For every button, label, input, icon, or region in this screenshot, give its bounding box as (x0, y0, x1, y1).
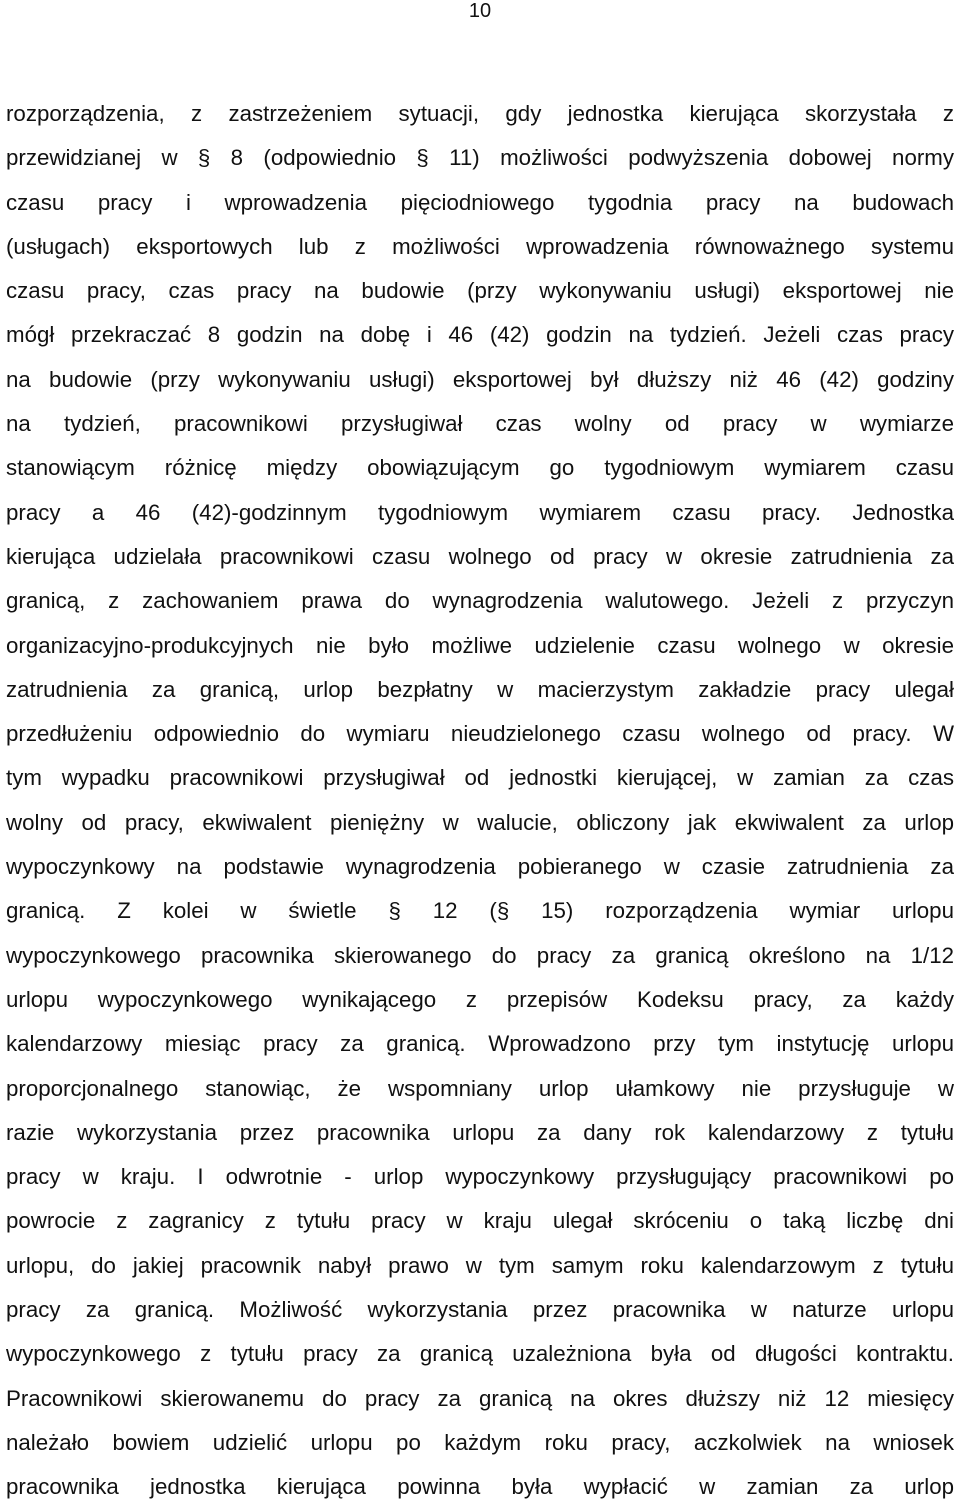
text-line-14: zatrudnienia za granicą, urlop bezpłatny w macierzystym zakładzie pracy ulegał (6, 676, 954, 702)
text-line-11: kierująca udzielała pracownikowi czasu wolnego od pracy w okresie zatrudnienia za (6, 543, 954, 569)
text-line-3: czasu pracy i wprowadzenia pięciodniowego tygodnia pracy na budowach (6, 189, 954, 215)
text-line-18: wypoczynkowy na podstawie wynagrodzenia pobieranego w czasie zatrudnienia za (6, 854, 954, 880)
text-line-28: pracy za granicą. Możliwość wykorzystania przez pracownika w naturze urlopu (6, 1297, 954, 1323)
text-line-15: przedłużeniu odpowiednio do wymiaru nieudzielonego czasu wolnego od pracy. W (6, 721, 954, 747)
text-line-32: pracownika jednostka kierująca powinna była wypłacić w zamian za urlop (6, 1474, 954, 1500)
text-line-7: na budowie (przy wykonywaniu usługi) eksportowej był dłuższy niż 46 (42) godziny (6, 366, 954, 392)
text-line-9: stanowiącym różnicę między obowiązującym go tygodniowym wymiarem czasu (6, 455, 954, 481)
text-line-6: mógł przekraczać 8 godzin na dobę i 46 (42) godzin na tydzień. Jeżeli czas pracy (6, 322, 954, 348)
text-line-8: na tydzień, pracownikowi przysługiwał czas wolny od pracy w wymiarze (6, 411, 954, 437)
text-line-25: pracy w kraju. I odwrotnie - urlop wypoczynkowy przysługujący pracownikowi po (6, 1164, 954, 1190)
text-line-1: rozporządzenia, z zastrzeżeniem sytuacji, gdy jednostka kierująca skorzystała z (6, 101, 954, 126)
text-line-16: tym wypadku pracownikowi przysługiwał od jednostki kierującej, w zamian za czas (6, 765, 954, 791)
text-line-4: (usługach) eksportowych lub z możliwości wprowadzenia równoważnego systemu (6, 233, 954, 259)
text-line-24: razie wykorzystania przez pracownika urlopu za dany rok kalendarzowy z tytułu (6, 1119, 954, 1145)
body-text (6, 92, 954, 1510)
text-line-20: wypoczynkowego pracownika skierowanego do pracy za granicą określono na 1/12 (6, 942, 954, 968)
text-line-30: Pracownikowi skierowanemu do pracy za granicą na okres dłuższy niż 12 miesięcy (6, 1385, 954, 1411)
text-line-26: powrocie z zagranicy z tytułu pracy w kraju ulegał skróceniu o taką liczbę dni (6, 1208, 954, 1234)
text-line-31: należało bowiem udzielić urlopu po każdym roku pracy, aczkolwiek na wniosek (6, 1429, 954, 1455)
text-line-12: granicą, z zachowaniem prawa do wynagrodzenia walutowego. Jeżeli z przyczyn (6, 588, 954, 614)
text-line-17: wolny od pracy, ekwiwalent pieniężny w walucie, obliczony jak ekwiwalent za urlop (6, 809, 954, 835)
text-line-23: proporcjonalnego stanowiąc, że wspomniany urlop ułamkowy nie przysługuje w (6, 1075, 954, 1101)
text-line-22: kalendarzowy miesiąc pracy za granicą. Wprowadzono przy tym instytucję urlopu (6, 1031, 954, 1057)
text-line-29: wypoczynkowego z tytułu pracy za granicą uzależniona była od długości kontraktu. (6, 1341, 954, 1367)
text-line-10: pracy a 46 (42)-godzinnym tygodniowym wymiarem czasu pracy. Jednostka (6, 499, 954, 525)
text-line-21: urlopu wypoczynkowego wynikającego z przepisów Kodeksu pracy, za każdy (6, 986, 954, 1012)
page-number: 10 (468, 0, 492, 22)
text-line-5: czasu pracy, czas pracy na budowie (przy wykonywaniu usługi) eksportowej nie (6, 278, 954, 304)
text-line-19: granicą. Z kolei w świetle § 12 (§ 15) rozporządzenia wymiar urlopu (6, 898, 954, 924)
text-line-27: urlopu, do jakiej pracownik nabył prawo w tym samym roku kalendarzowym z tytułu (6, 1252, 954, 1278)
text-line-2: przewidzianej w § 8 (odpowiednio § 11) możliwości podwyższenia dobowej normy (6, 145, 954, 171)
text-line-13: organizacyjno-produkcyjnych nie było możliwe udzielenie czasu wolnego w okresie (6, 632, 954, 658)
